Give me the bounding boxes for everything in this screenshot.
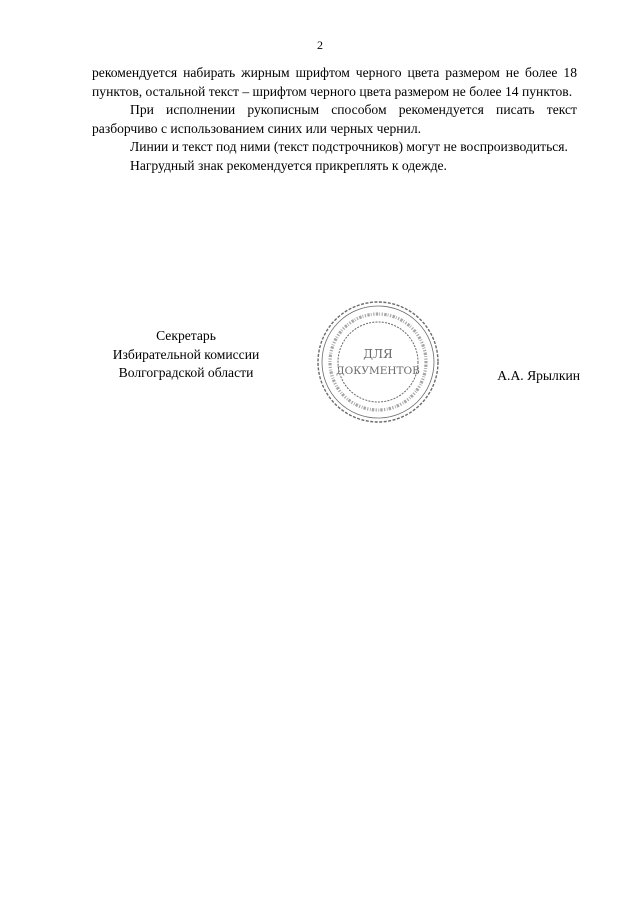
paragraph-badge: Нагрудный знак рекомендуется прикреплять к одежде. (130, 157, 447, 173)
paragraph-handwriting: При исполнении рукописным способом рекомендуется писать текст разборчиво с использованием синих или черных чернил. (92, 102, 577, 136)
paragraph-continuation: рекомендуется набирать жирным шрифтом черного цвета размером не более 18 пунктов, остальной текст – шрифтом черного цвета размером не более 14 пунктов. (92, 65, 577, 99)
page-number: 2 (317, 38, 323, 52)
signatory-name: А.А. Ярылкин (497, 368, 580, 383)
signatory-title (92, 327, 280, 383)
seal-graphic (314, 298, 442, 426)
seal-outer-ring (318, 302, 438, 422)
seal-center-text: ДОКУМЕНТОВ (336, 365, 420, 377)
official-seal-stamp (314, 298, 442, 426)
signatory-title-line: Волгоградской области (118, 365, 254, 380)
paragraph-lines: Линии и текст под ними (текст подстрочников) могут не воспроизводиться. (130, 139, 568, 154)
seal-center-text: ДЛЯ (363, 347, 393, 361)
signatory-title-line: Секретарь (156, 328, 216, 343)
seal-ring-lettering (330, 314, 426, 410)
body-text (92, 64, 577, 175)
seal-middle-ring (322, 306, 434, 418)
signatory-title-line: Избирательной комиссии (112, 346, 260, 362)
seal-inner-ring (338, 322, 418, 402)
